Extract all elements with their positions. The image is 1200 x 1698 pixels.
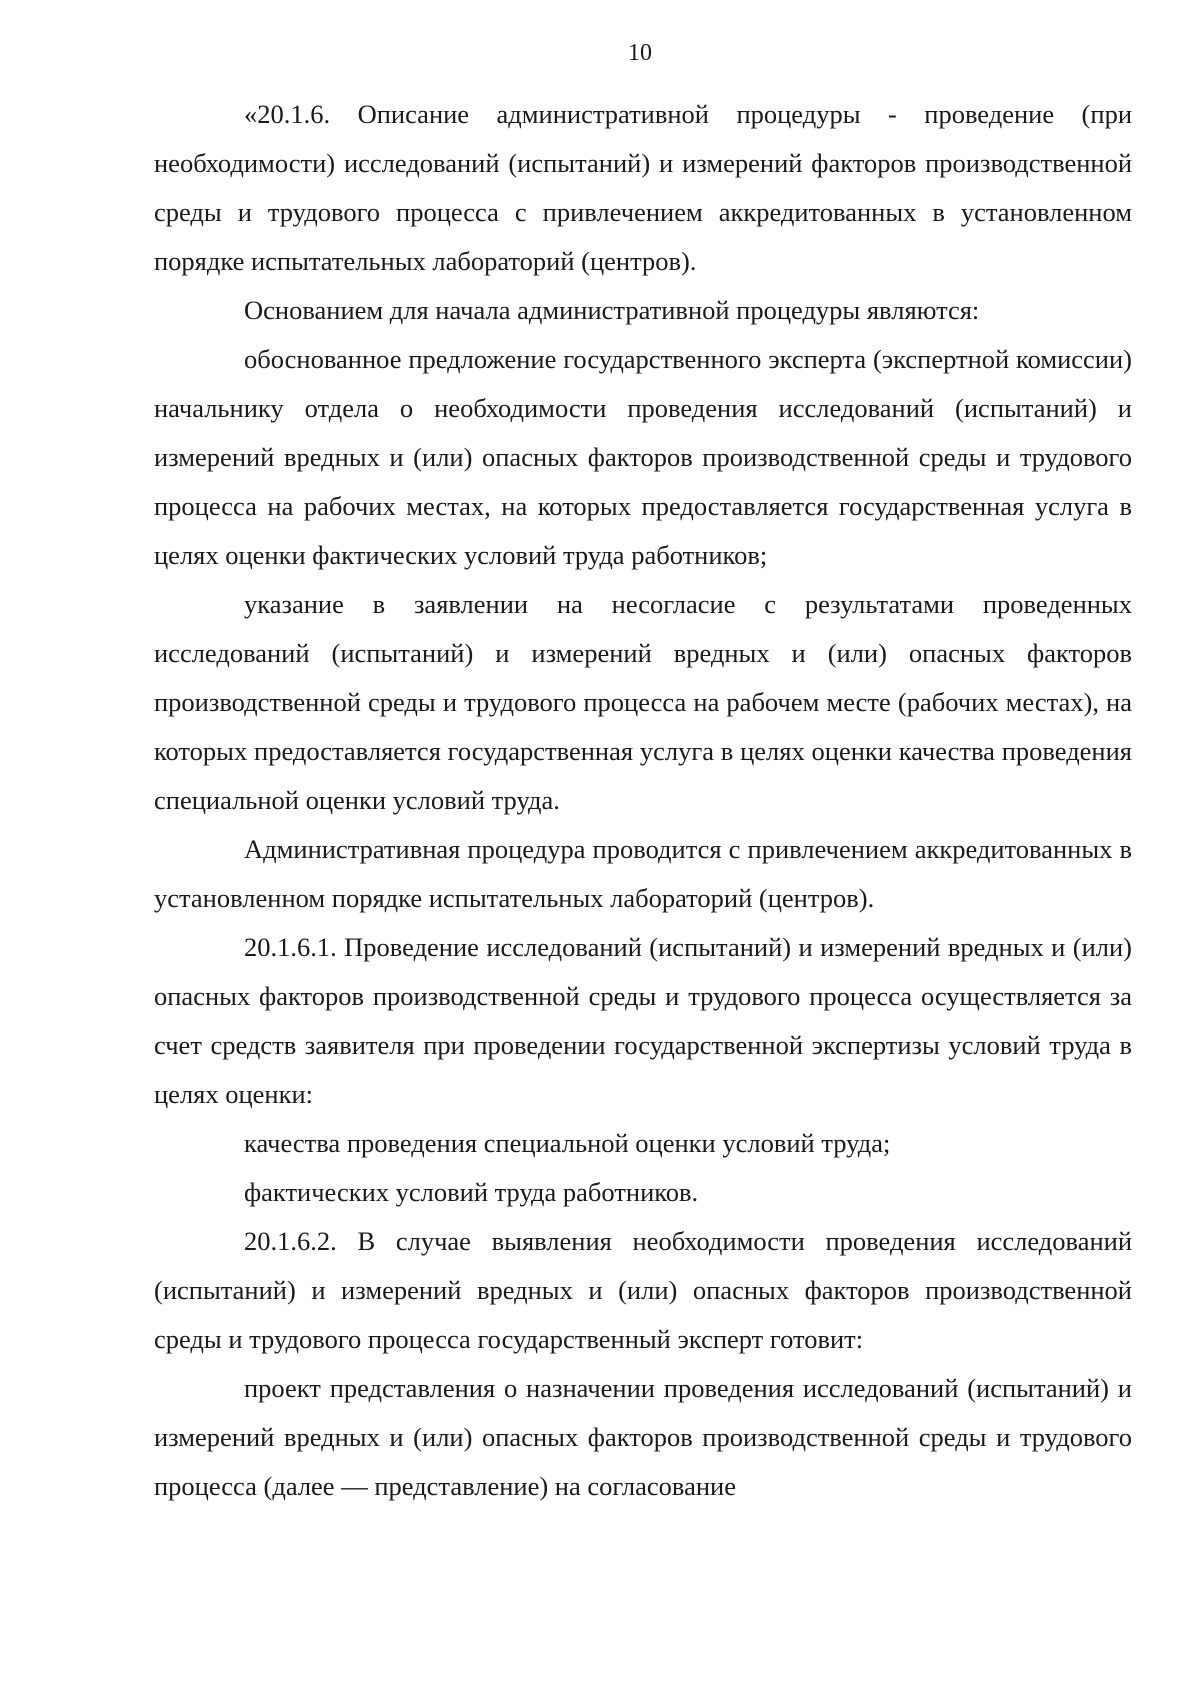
paragraph-20-1-6-1: 20.1.6.1. Проведение исследований (испытаний) и измерений вредных и (или) опасных факторов производственной среды и трудового процесса осуществляется за счет средств заявителя при проведении государственной экспертизы условий труда в целях оценки: (154, 932, 1132, 1109)
paragraph-list-actual-conditions: фактических условий труда работников. (244, 1177, 699, 1207)
paragraph-grounds-intro: Основанием для начала административной процедуры являются: (244, 295, 980, 325)
paragraph-ground-disagreement: указание в заявлении на несогласие с результатами проведенных исследований (испытаний) и измерений вредных и (или) опасных факторов производственной среды и трудового процесса на рабочем месте (рабочих местах), на которых предоставляется государственная услуга в целях оценки качества проведения специальной оценки условий труда. (154, 589, 1132, 815)
paragraph-draft-submission: проект представления о назначении проведения исследований (испытаний) и измерений вредных и (или) опасных факторов производственной среды и трудового процесса (далее — представление) на согласование (154, 1373, 1132, 1501)
paragraph-list-quality: качества проведения специальной оценки условий труда; (244, 1128, 891, 1158)
page-number: 10 (628, 40, 652, 66)
paragraph-20-1-6-2: 20.1.6.2. В случае выявления необходимости проведения исследований (испытаний) и измерений вредных и (или) опасных факторов производственной среды и трудового процесса государственный эксперт готовит: (154, 1226, 1132, 1354)
paragraph-20-1-6-title: «20.1.6. Описание административной процедуры - проведение (при необходимости) исследований (испытаний) и измерений факторов производственной среды и трудового процесса с привлечением аккредитованных в установленном порядке испытательных лабораторий (центров). (154, 99, 1132, 276)
document-body (154, 90, 1132, 1511)
paragraph-procedure-accredited-labs: Административная процедура проводится с привлечением аккредитованных в установленном порядке испытательных лабораторий (центров). (154, 834, 1132, 913)
paragraph-ground-expert-proposal: обоснованное предложение государственного эксперта (экспертной комиссии) начальнику отдела о необходимости проведения исследований (испытаний) и измерений вредных и (или) опасных факторов производственной среды и трудового процесса на рабочих местах, на которых предоставляется государственная услуга в целях оценки фактических условий труда работников; (154, 344, 1132, 570)
